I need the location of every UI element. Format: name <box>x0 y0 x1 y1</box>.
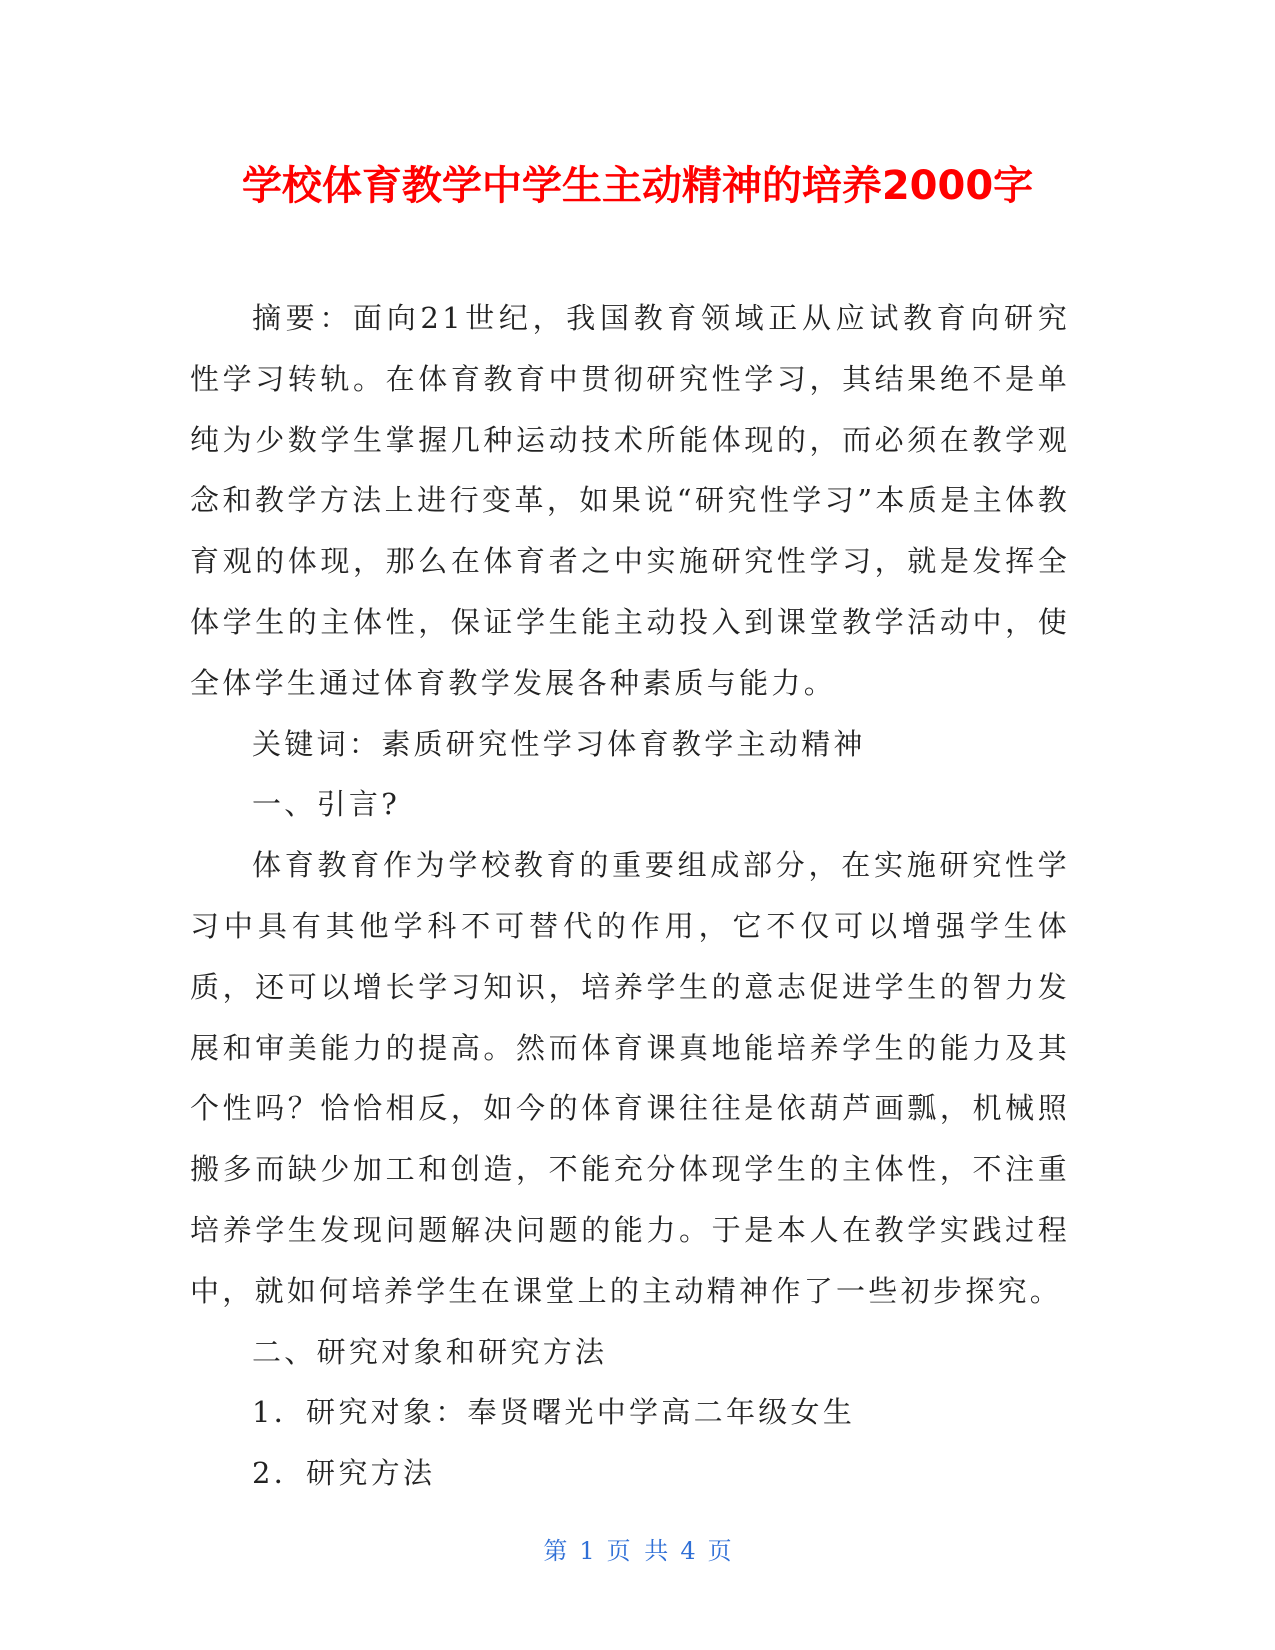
page-prefix: 第 <box>543 1537 568 1565</box>
section-heading-research: 二、研究对象和研究方法 <box>252 1334 608 1369</box>
introduction-paragraph: 体育教育作为学校教育的重要组成部分，在实施研究性学习中具有其他学科不可替代的作用，它不仅可以增强学生体质，还可以增长学习知识，培养学生的意志促进学生的智力发展和审美能力的提高。然而体育课真地能培养学生的能力及其个性吗？恰恰相反，如今的体育课往往是依葫芦画瓢，机械照搬多而缺少加工和创造，不能充分体现学生的主体性，不注重培养学生发现问题解决问题的能力。于是本人在教学实践过程中，就如何培养学生在课堂上的主动精神作了一些初步探究。 <box>190 848 1070 1308</box>
page-current: 1 <box>579 1537 595 1565</box>
page-total: 4 <box>680 1537 696 1565</box>
keywords-paragraph: 关键词：素质研究性学习体育教学主动精神 <box>252 726 866 761</box>
document-body <box>190 288 1070 1504</box>
page-footer <box>0 1534 1275 1568</box>
section-heading-introduction: 一、引言? <box>252 787 401 822</box>
abstract-paragraph: 摘要：面向21世纪，我国教育领域正从应试教育向研究性学习转轨。在体育教育中贯彻研究性学习，其结果绝不是单纯为少数学生掌握几种运动技术所能体现的，而必须在教学观念和教学方法上进行变革，如果说“研究性学习”本质是主体教育观的体现，那么在体育者之中实施研究性学习，就是发挥全体学生的主体性，保证学生能主动投入到课堂教学活动中，使全体学生通过体育教学发展各种素质与能力。 <box>190 301 1070 700</box>
page-mid: 页 共 <box>606 1537 669 1565</box>
page-suffix: 页 <box>707 1537 732 1565</box>
research-method-paragraph: 2．研究方法 <box>252 1456 436 1491</box>
research-subject-paragraph: 1．研究对象：奉贤曙光中学高二年级女生 <box>252 1395 856 1430</box>
document-title: 学校体育教学中学生主动精神的培养2000字 <box>241 163 1034 209</box>
